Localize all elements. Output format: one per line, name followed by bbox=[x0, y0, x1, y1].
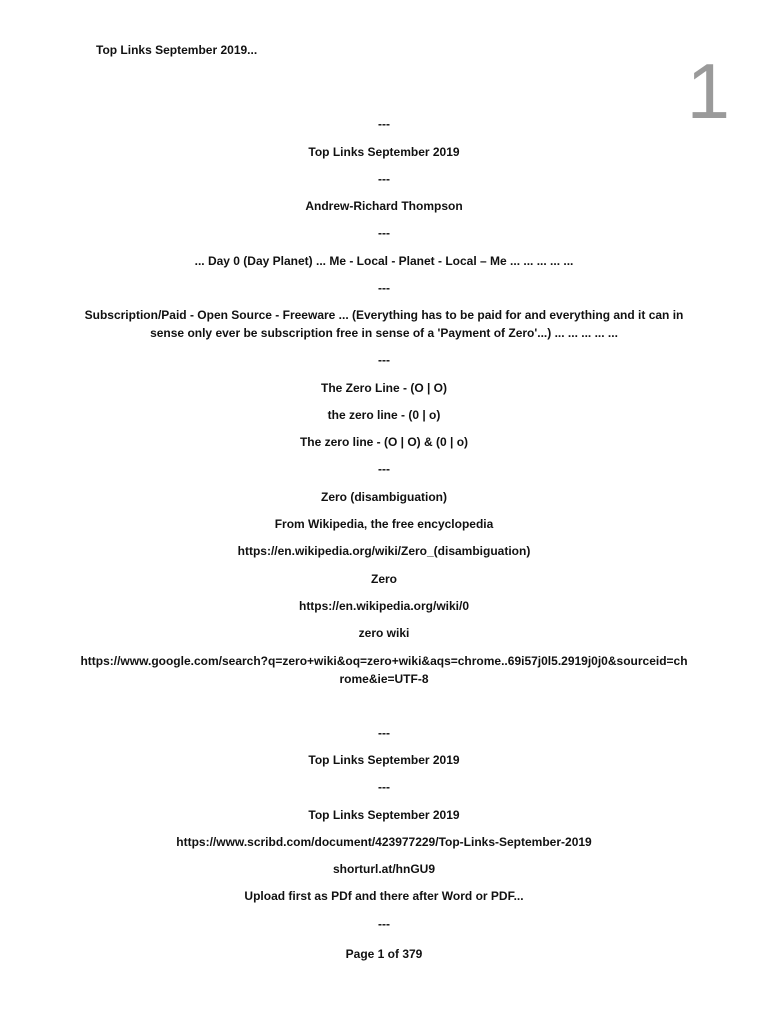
text-line: The Zero Line - (O | O) bbox=[320, 381, 448, 395]
text-line: zero wiki bbox=[358, 626, 410, 640]
text-line: Upload first as PDf and there after Word or PDF... bbox=[244, 889, 524, 903]
separator: --- bbox=[378, 172, 390, 186]
separator: --- bbox=[378, 780, 390, 794]
text-line: Zero bbox=[370, 572, 397, 586]
document-title: Top Links September 2019 bbox=[308, 145, 460, 159]
separator: --- bbox=[378, 117, 390, 131]
separator: --- bbox=[378, 917, 390, 931]
text-line: From Wikipedia, the free encyclopedia bbox=[274, 517, 494, 531]
url-text: https://www.scribd.com/document/423977229/Top-Links-September-2019 bbox=[176, 835, 592, 849]
text-line: the zero line - (0 | o) bbox=[327, 408, 441, 422]
url-text: https://en.wikipedia.org/wiki/Zero_(disambiguation) bbox=[237, 544, 531, 558]
page-footer-label: Page 1 of 379 bbox=[345, 947, 423, 961]
url-text: https://www.google.com/search?q=zero+wiki&oq=zero+wiki&aqs=chrome..69i57j0l5.2919j0j0&sourceid=chrome&ie=UTF-8 bbox=[80, 654, 688, 686]
text-line: The zero line - (O | O) & (0 | o) bbox=[299, 435, 469, 449]
separator: --- bbox=[378, 281, 390, 295]
text-line: Top Links September 2019 bbox=[308, 753, 460, 767]
text-line: shorturl.at/hnGU9 bbox=[332, 862, 435, 876]
url-text: https://en.wikipedia.org/wiki/0 bbox=[298, 599, 470, 613]
page-number-large: 1 bbox=[686, 47, 730, 135]
text-paragraph: Subscription/Paid - Open Source - Freeware ... (Everything has to be paid for and everything and it can in sense only ever be subscription free in sense of a 'Payment of Zero'...) ... ... ... ... ... bbox=[84, 308, 684, 340]
text-line: Top Links September 2019 bbox=[308, 808, 460, 822]
header-title: Top Links September 2019... bbox=[96, 43, 258, 57]
separator: --- bbox=[378, 226, 390, 240]
author-name: Andrew-Richard Thompson bbox=[305, 199, 463, 213]
separator: --- bbox=[378, 462, 390, 476]
separator: --- bbox=[378, 726, 390, 740]
separator: --- bbox=[378, 353, 390, 367]
text-line: ... Day 0 (Day Planet) ... Me - Local - Planet - Local – Me ... ... ... ... ... bbox=[194, 254, 574, 268]
text-line: Zero (disambiguation) bbox=[321, 490, 447, 504]
